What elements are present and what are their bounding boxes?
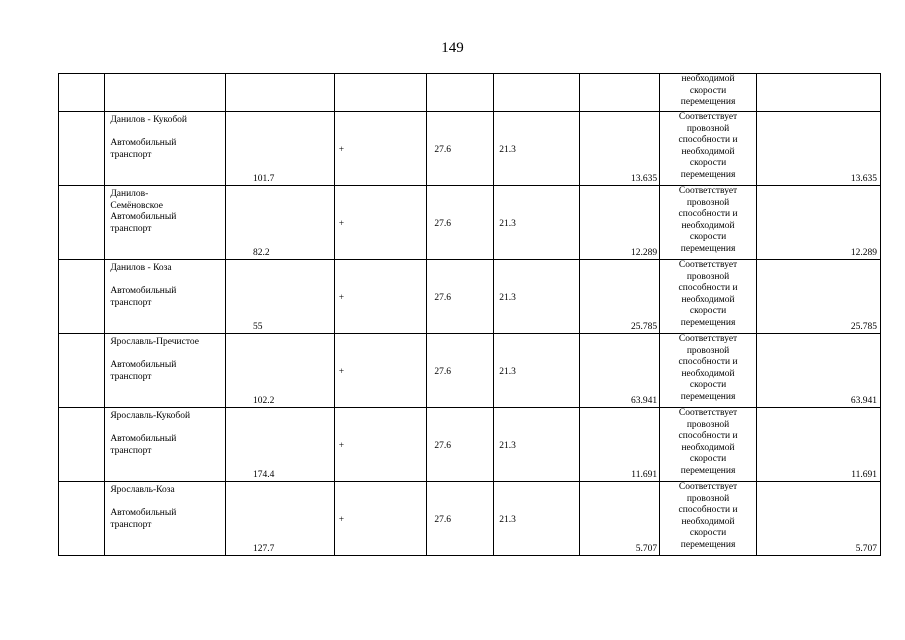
route-name: Ярославль-Кукобой (110, 411, 191, 421)
cell (105, 74, 226, 112)
cell (334, 74, 427, 112)
speed-value: 27.6 (434, 515, 452, 525)
flag-value: + (338, 515, 345, 525)
required-value: 63.941 (850, 395, 877, 406)
table-cell (427, 260, 494, 334)
table-cell (105, 186, 226, 260)
flag-value: + (338, 219, 345, 229)
table-cell (59, 186, 105, 260)
cell (225, 74, 334, 112)
table-cell (427, 186, 494, 260)
cell (494, 74, 580, 112)
table-cell (494, 186, 580, 260)
capacity-value: 5.707 (635, 543, 658, 554)
transport-mode: Автомобильный транспорт (110, 286, 177, 308)
flag-value: + (338, 441, 345, 451)
distance-value: 82.2 (252, 247, 270, 258)
table-cell (59, 482, 105, 556)
transport-mode: Автомобильный транспорт (110, 434, 177, 456)
table-cell (580, 482, 660, 556)
capacity-value: 13.635 (630, 173, 658, 184)
speed-value-2: 21.3 (499, 441, 516, 451)
capacity-value: 63.941 (630, 395, 658, 406)
table-cell (757, 482, 881, 556)
table-cell (334, 112, 427, 186)
conclusion-text: Соответствует провозной способности и необходимой скорости перемещения (660, 482, 757, 556)
table-cell (334, 260, 427, 334)
cell (427, 74, 494, 112)
table-row (59, 260, 881, 334)
required-value: 11.691 (851, 469, 877, 480)
table-cell (59, 112, 105, 186)
table-cell (580, 334, 660, 408)
flag-value: + (338, 293, 345, 303)
table-cell (334, 408, 427, 482)
distance-value: 55 (252, 321, 263, 332)
table-cell (580, 112, 660, 186)
table-cell (427, 482, 494, 556)
required-value: 5.707 (855, 543, 877, 554)
table-cell (494, 408, 580, 482)
route-name: Ярославль-Коза (110, 485, 175, 495)
speed-value-2: 21.3 (499, 293, 516, 303)
table-cell (334, 186, 427, 260)
distance-value: 127.7 (252, 543, 275, 554)
capacity-value: 12.289 (630, 247, 658, 258)
table-cell (427, 408, 494, 482)
table-cell (580, 408, 660, 482)
table-cell (757, 408, 881, 482)
table-cell (427, 334, 494, 408)
transport-mode: Автомобильный транспорт (110, 138, 177, 160)
flag-value: + (338, 145, 345, 155)
distance-value: 174.4 (252, 469, 275, 480)
speed-value-2: 21.3 (499, 145, 516, 155)
table-cell (334, 482, 427, 556)
conclusion-text: Соответствует провозной способности и необходимой скорости перемещения (660, 186, 757, 260)
table-cell (494, 334, 580, 408)
table-cell (580, 260, 660, 334)
route-name: Данилов - Кукобой (110, 115, 187, 125)
table-cell (105, 112, 226, 186)
table-cell (427, 112, 494, 186)
table-cell (59, 260, 105, 334)
cell (59, 74, 105, 112)
table-cell (494, 260, 580, 334)
table-row (59, 186, 881, 260)
route-name: Данилов - Коза (110, 263, 172, 273)
transport-table (58, 73, 881, 556)
transport-mode: Автомобильный транспорт (110, 508, 177, 530)
table-cell (757, 334, 881, 408)
table-cell (105, 260, 226, 334)
speed-value-2: 21.3 (499, 219, 516, 229)
table-cell (494, 112, 580, 186)
table-cell (225, 186, 334, 260)
table-cell (757, 260, 881, 334)
table-row (59, 408, 881, 482)
conclusion-text: Соответствует провозной способности и необходимой скорости перемещения (660, 408, 757, 482)
table-row (59, 112, 881, 186)
cell (757, 74, 881, 112)
cell (580, 74, 660, 112)
speed-value: 27.6 (434, 441, 452, 451)
required-value: 25.785 (850, 321, 877, 332)
table-cell (225, 334, 334, 408)
required-value: 12.289 (850, 247, 877, 258)
table-cell (757, 112, 881, 186)
required-value: 13.635 (850, 173, 877, 184)
conclusion-text: Соответствует провозной способности и необходимой скорости перемещения (660, 112, 757, 186)
conclusion-text: Соответствует провозной способности и необходимой скорости перемещения (660, 260, 757, 334)
distance-value: 102.2 (252, 395, 275, 406)
table-cell (334, 334, 427, 408)
route-name: Ярославль-Пречистое (110, 337, 199, 347)
table-cell (225, 482, 334, 556)
table-cell (494, 482, 580, 556)
capacity-value: 11.691 (631, 469, 658, 480)
flag-value: + (338, 367, 345, 377)
table-cell (225, 408, 334, 482)
speed-value-2: 21.3 (499, 367, 516, 377)
speed-value: 27.6 (434, 293, 452, 303)
speed-value: 27.6 (434, 367, 452, 377)
route-name: Данилов- Семёновское (110, 189, 163, 211)
table-cell (105, 482, 226, 556)
continued-conclusion: необходимой скорости перемещения (660, 74, 757, 112)
page-number: 149 (441, 40, 464, 56)
continued-row (59, 74, 881, 112)
table-cell (225, 112, 334, 186)
table-cell (225, 260, 334, 334)
table-cell (757, 186, 881, 260)
speed-value: 27.6 (434, 145, 452, 155)
distance-value: 101.7 (252, 173, 275, 184)
transport-mode: Автомобильный транспорт (110, 212, 177, 234)
capacity-value: 25.785 (630, 321, 658, 332)
table-cell (105, 334, 226, 408)
table-cell (105, 408, 226, 482)
conclusion-text: Соответствует провозной способности и необходимой скорости перемещения (660, 334, 757, 408)
speed-value-2: 21.3 (499, 515, 516, 525)
table-cell (580, 186, 660, 260)
table-row (59, 482, 881, 556)
table-cell (59, 408, 105, 482)
speed-value: 27.6 (434, 219, 452, 229)
table-row (59, 334, 881, 408)
transport-mode: Автомобильный транспорт (110, 360, 177, 382)
table-cell (59, 334, 105, 408)
